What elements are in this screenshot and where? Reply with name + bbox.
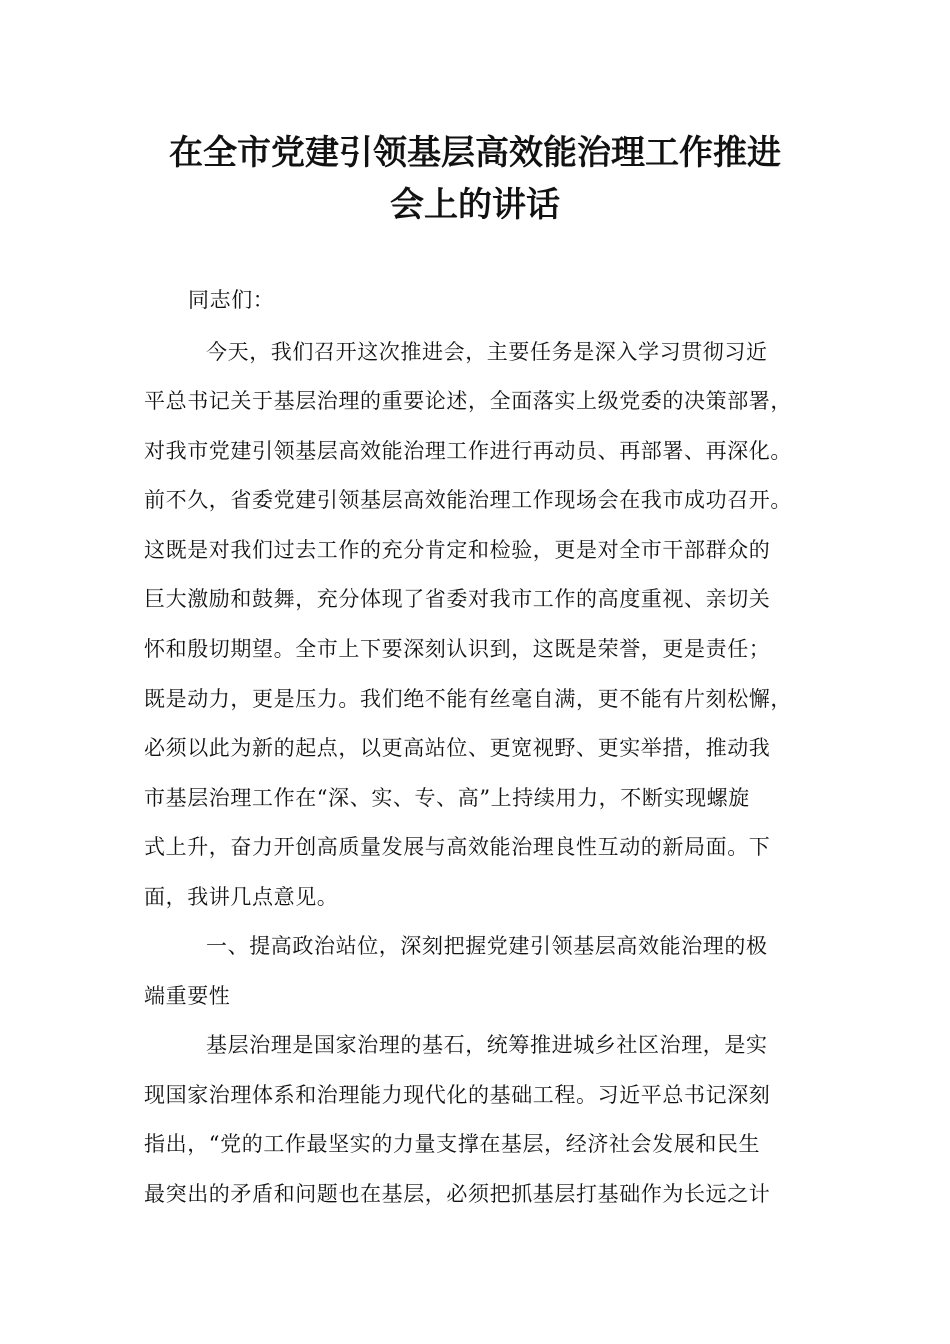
body-line: 前不久，省委党建引领基层高效能治理工作现场会在我市成功召开。 (144, 488, 792, 512)
body-line: 指出，“党的工作最坚实的力量支撑在基层，经济社会发展和民生 (144, 1132, 761, 1156)
body-line: 这既是对我们过去工作的充分肯定和检验，更是对全市干部群众的 (144, 538, 771, 562)
body-line: 最突出的矛盾和问题也在基层，必须把抓基层打基础作为长远之计 (144, 1182, 771, 1206)
body-line: 对我市党建引领基层高效能治理工作进行再动员、再部署、再深化。 (144, 439, 792, 463)
document-title-line-1: 在全市党建引领基层高效能治理工作推进 (169, 133, 781, 173)
body-line: 怀和殷切期望。全市上下要深刻认识到，这既是荣誉，更是责任； (144, 637, 771, 661)
salutation: 同志们： (188, 288, 275, 312)
body-line: 巨大激励和鼓舞，充分体现了省委对我市工作的高度重视、亲切关 (144, 587, 771, 611)
body-line: 式上升，奋力开创高质量发展与高效能治理良性互动的新局面。下 (144, 835, 771, 859)
body-line: 现国家治理体系和治理能力现代化的基础工程。习近平总书记深刻 (144, 1083, 771, 1107)
body-line: 既是动力，更是压力。我们绝不能有丝毫自满，更不能有片刻松懈， (144, 687, 792, 711)
section-heading-line: 端重要性 (144, 984, 231, 1008)
body-line: 必须以此为新的起点，以更高站位、更宽视野、更实举措，推动我 (144, 736, 771, 760)
document-title-line-2: 会上的讲话 (390, 185, 560, 225)
body-line: 基层治理是国家治理的基石，统筹推进城乡社区治理，是实 (206, 1033, 768, 1057)
body-line: 平总书记关于基层治理的重要论述，全面落实上级党委的决策部署， (144, 389, 792, 413)
body-line: 今天，我们召开这次推进会，主要任务是深入学习贯彻习近 (206, 340, 768, 364)
body-line: 面，我讲几点意见。 (144, 885, 339, 909)
section-heading-line: 一、提高政治站位，深刻把握党建引领基层高效能治理的极 (206, 934, 768, 958)
body-line: 市基层治理工作在“深、实、专、高”上持续用力，不断实现螺旋 (144, 786, 750, 810)
